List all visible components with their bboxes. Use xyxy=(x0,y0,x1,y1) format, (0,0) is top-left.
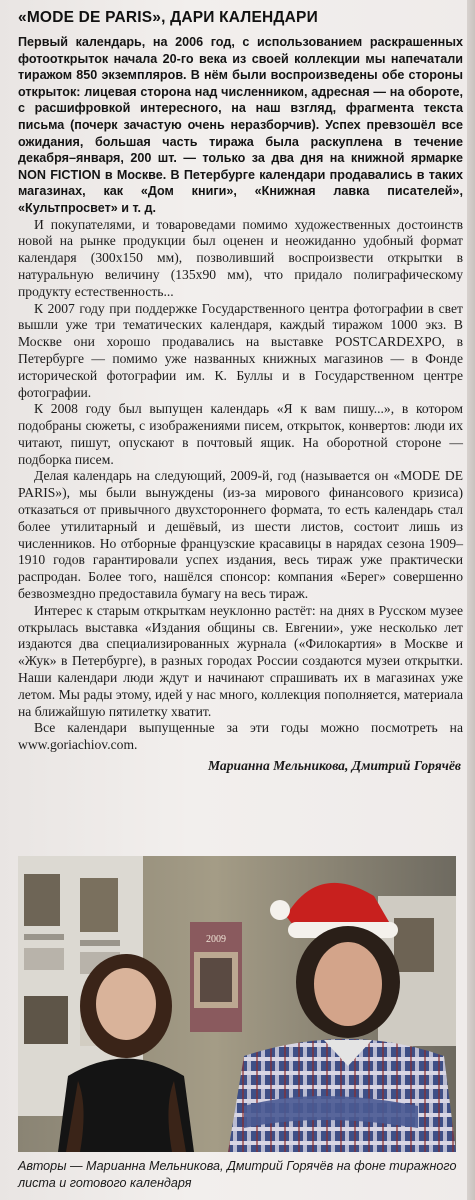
article-title: «MODE DE PARIS», ДАРИ КАЛЕНДАРИ xyxy=(18,9,318,26)
article-body xyxy=(18,217,463,755)
paragraph: К 2007 году при поддержке Государственного центра фотографии в свет вышли уже три тематических календаря, каждый тиражом 1000 экз. В Москве они хорошо продавались на выставке POSTCARDEXPO, в Петербурге — помимо уже названных книжных магазинов — в Фонде исторической фотографии им. К. Буллы и в Государственном центре фотографии. xyxy=(18,300,463,400)
paragraph: Все календари выпущенные за эти годы можно посмотреть на www.goriachiov.com. xyxy=(18,720,463,753)
authors-photo xyxy=(18,856,456,1152)
photo-illustration xyxy=(18,856,456,1152)
paragraph: И покупателями, и товароведами помимо художественных достоинств новой на рынке продукции был оценен и неожиданно удобный формат календаря (300х150 мм), позволивший воспроизвести открытки в натуральную величину (135х90 мм), что придало полиграфическому продукту естественность... xyxy=(18,216,463,299)
calendar-year: 2009 xyxy=(206,934,226,945)
article xyxy=(18,8,463,774)
paragraph: Делая календарь на следующий, 2009-й, год (называется он «MODE DE PARIS»), мы были вынуждены (из-за мирового финансового кризиса) отказаться от привычного двухстороннего формата, то есть календарь стал более утилитарный и дешёвый, из шести листов, состоит лишь из численников. Но отборные французские красавицы в нарядах сезона 1909–1910 годов гарантировали успех издания, весь тираж уже практически распродан. Более того, нашёлся спонсор: компания «Берег» совершенно безвозмездно предоставила бумагу на весь тираж. xyxy=(18,468,463,602)
page-edge xyxy=(467,0,475,1200)
article-signature: Марианна Мельникова, Дмитрий Горячёв xyxy=(208,758,461,774)
paragraph: К 2008 году был выпущен календарь «Я к вам пишу...», в котором подобраны сюжеты, с изображениями писем, открыток, конвертов: люди их читают, пишут, опускают в почтовый ящик. На оборотной стороне — подборка писем. xyxy=(18,401,463,467)
paragraph: Интерес к старым открыткам неуклонно растёт: на днях в Русском музее открылась выставка «Издания общины св. Евгении», уже несколько лет издаются два специализированных журнала («Филокартия» в Москве и «Жук» в Петербурге), в разных городах России создаются музеи открытки. Наши календари люди ждут и начинают спрашивать их в магазинах уже летом. Мы рады этому, идей у нас много, коллекция пополняется, материала на ближайшую пятилетку хватит. xyxy=(18,602,463,719)
photo-caption: Авторы — Марианна Мельникова, Дмитрий Горячёв на фоне тиражного листа и готового календаря xyxy=(18,1159,457,1190)
article-lead: Первый календарь, на 2006 год, с использованием раскрашенных фотооткрыток начала 20-го века из своей коллекции мы напечатали тиражом 850 экземпляров. В нём были воспроизведены обе стороны открыток: лицевая сторона над численником, адресная — на обороте, с расшифровкой интересного, на наш взгляд, фрагмента текста письма (почерк зачастую очень неразборчив). Успех превзошёл все ожидания, большая часть тиража была раскуплена в течение декабря–января, 200 шт. — только за два дня на книжной ярмарке NON FICTION в Москве. В Петербурге календари продавались в таких магазинах, как «Дом книги», «Книжная лавка писателей», «Культпросвет» и т. д. xyxy=(18,35,463,215)
